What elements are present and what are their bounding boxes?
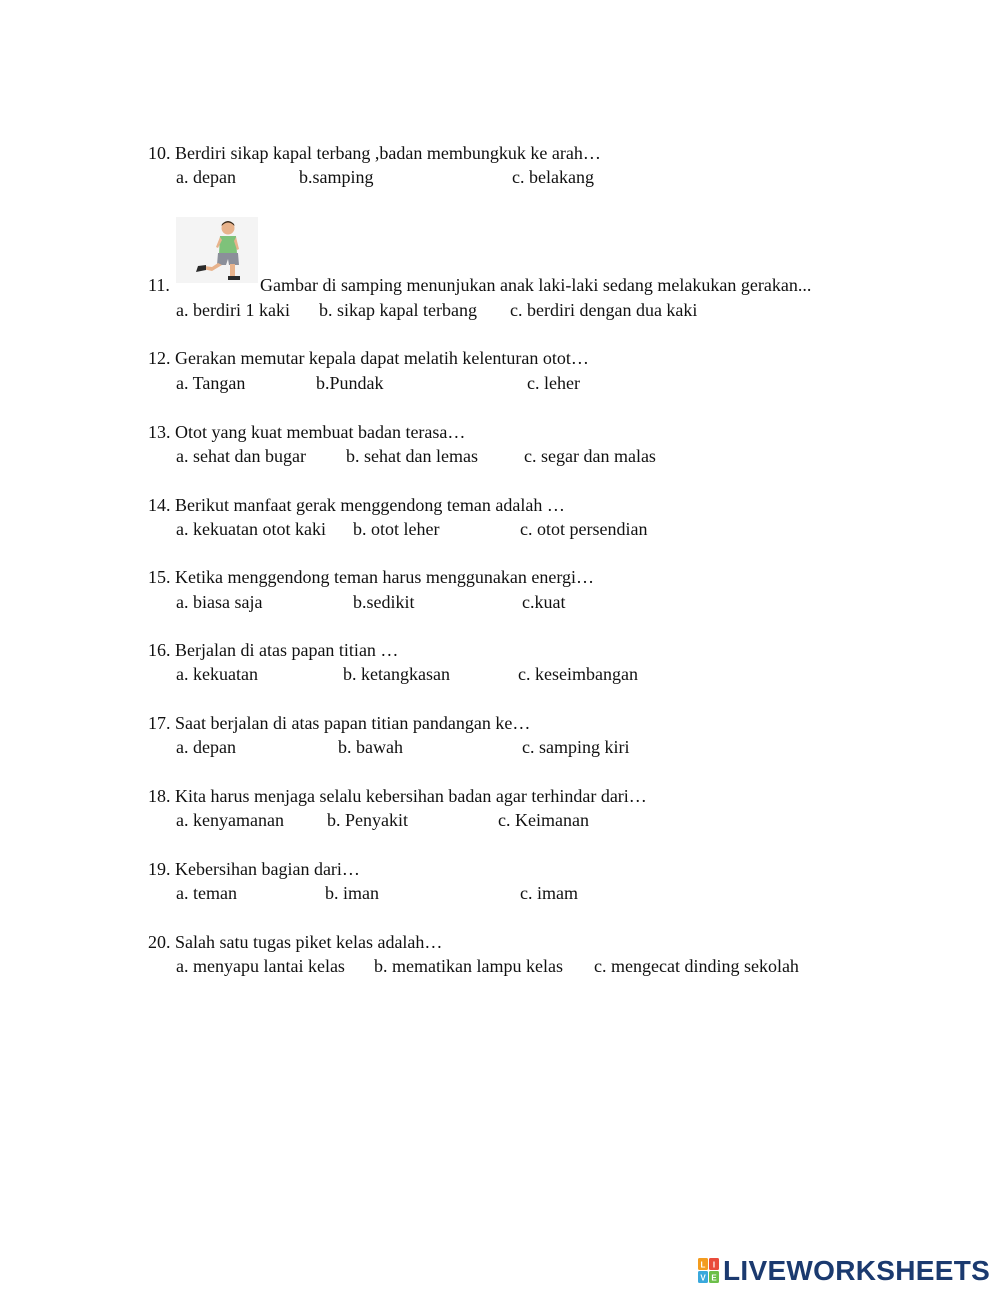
question-18-option-a: a. kenyamanan [176,810,284,830]
question-16-stem: 16. Berjalan di atas papan titian … [148,640,399,660]
question-16-option-c: c. keseimbangan [518,664,638,684]
liveworksheets-logo-icon [698,1258,720,1284]
question-17-option-c: c. samping kiri [522,737,630,757]
question-13-option-c: c. segar dan malas [524,446,656,466]
question-18-option-b: b. Penyakit [327,810,408,830]
question-20-option-c: c. mengecat dinding sekolah [594,956,799,976]
question-14-stem: 14. Berikut manfaat gerak menggendong teman adalah … [148,495,565,515]
svg-text:V: V [700,1273,706,1283]
boy-standing-one-leg-icon [176,217,258,283]
question-14-option-a: a. kekuatan otot kaki [176,519,326,539]
question-13-stem: 13. Otot yang kuat membuat badan terasa… [148,422,466,442]
question-17-option-b: b. bawah [338,737,403,757]
question-16-option-a: a. kekuatan [176,664,258,684]
question-14-option-b: b. otot leher [353,519,440,539]
question-12-option-a: a. Tangan [176,373,246,393]
question-12-option-b: b.Pundak [316,373,384,393]
question-15-option-c: c.kuat [522,592,566,612]
brand-text: LIVEWORKSHEETS [723,1255,991,1286]
question-17-option-a: a. depan [176,737,236,757]
question-11-option-a: a. berdiri 1 kaki [176,300,290,320]
question-13-option-a: a. sehat dan bugar [176,446,306,466]
svg-text:L: L [700,1260,706,1270]
question-10-option-a: a. depan [176,167,236,187]
question-12-option-c: c. leher [527,373,580,393]
svg-text:E: E [711,1273,717,1283]
liveworksheets-brand[interactable] [698,1254,990,1288]
question-19-option-a: a. teman [176,883,237,903]
question-14-option-c: c. otot persendian [520,519,648,539]
question-12-stem: 12. Gerakan memutar kepala dapat melatih kelenturan otot… [148,348,589,368]
question-15-stem: 15. Ketika menggendong teman harus menggunakan energi… [148,567,595,587]
question-20-option-b: b. mematikan lampu kelas [374,956,563,976]
question-11-option-c: c. berdiri dengan dua kaki [510,300,698,320]
question-19-stem: 19. Kebersihan bagian dari… [148,859,360,879]
question-18-option-c: c. Keimanan [498,810,589,830]
question-10-option-c: c. belakang [512,167,594,187]
question-20-stem: 20. Salah satu tugas piket kelas adalah… [148,932,443,952]
question-18-stem: 18. Kita harus menjaga selalu kebersihan badan agar terhindar dari… [148,786,647,806]
question-10-option-b: b.samping [299,167,374,187]
question-10-stem: 10. Berdiri sikap kapal terbang ,badan membungkuk ke arah… [148,143,601,163]
svg-text:I: I [712,1260,716,1270]
question-11-option-b: b. sikap kapal terbang [319,300,477,320]
question-19-option-b: b. iman [325,883,379,903]
question-15-option-b: b.sedikit [353,592,415,612]
question-15-option-a: a. biasa saja [176,592,263,612]
question-19-option-c: c. imam [520,883,578,903]
question-11-stem: Gambar di samping menunjukan anak laki-laki sedang melakukan gerakan... [260,275,812,295]
question-11-number: 11. [148,275,170,295]
question-16-option-b: b. ketangkasan [343,664,450,684]
question-17-stem: 17. Saat berjalan di atas papan titian pandangan ke… [148,713,531,733]
question-13-option-b: b. sehat dan lemas [346,446,478,466]
question-20-option-a: a. menyapu lantai kelas [176,956,345,976]
